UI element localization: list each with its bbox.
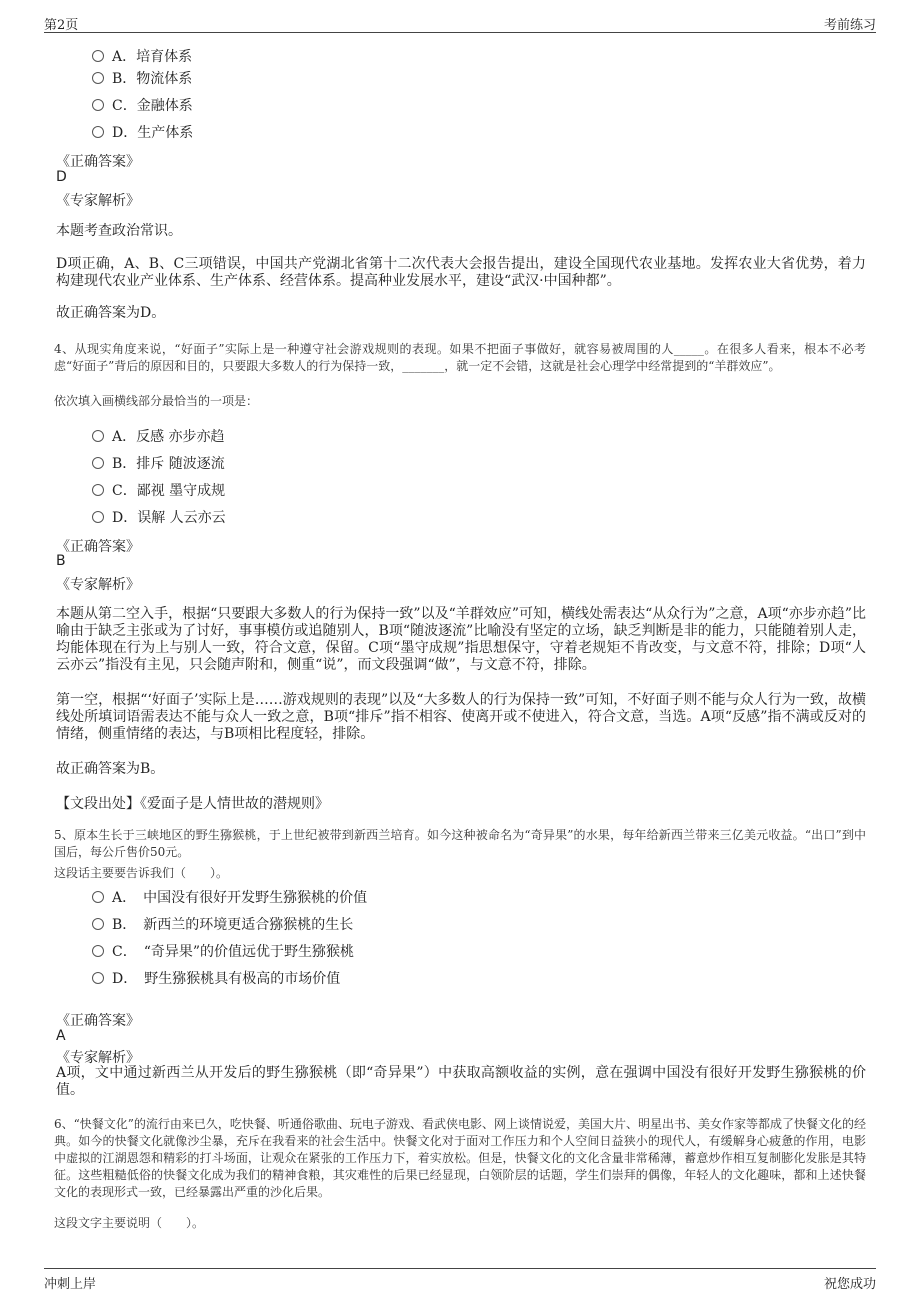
q3-answer-label: 《正确答案》 <box>56 154 140 170</box>
option-label: A．反感 亦步亦趋 <box>112 429 225 445</box>
radio-icon[interactable] <box>92 72 104 84</box>
q4-answer-label: 《正确答案》 <box>56 539 140 555</box>
page-footer <box>44 1268 876 1293</box>
page-number: 第2页 <box>44 18 79 33</box>
q5-stem: 5、原本生长于三峡地区的野生猕猴桃，于上世纪被带到新西兰培育。如今这种被命名为“奇异果”的水果，每年给新西兰带来三亿美元收益。“出口”到中国后，每公斤售价50元。 <box>54 828 866 859</box>
page-header <box>44 12 876 33</box>
q4-analysis-label: 《专家解析》 <box>56 577 140 593</box>
radio-icon[interactable] <box>92 126 104 138</box>
footer-left-text: 冲刺上岸 <box>44 1277 97 1292</box>
q4-analysis-p3: 故正确答案为B。 <box>56 761 165 777</box>
header-title: 考前练习 <box>823 18 876 33</box>
q3-analysis-label: 《专家解析》 <box>56 193 140 209</box>
option-label: D．生产体系 <box>112 125 194 141</box>
q3-analysis-p1: 本题考查政治常识。 <box>56 223 182 239</box>
option-label: B．物流体系 <box>112 71 193 87</box>
q6-stem: 6、“快餐文化”的流行由来已久，吃快餐、听通俗歌曲、玩电子游戏、看武侠电影、网上谈情说爱，美国大片、明星出书、美女作家等都成了快餐文化的经典。如今的快餐文化就像沙尘暴，充斥在我看来的社会生活中。快餐文化对于面对工作压力和个人空间日益狭小的现代人，有缓解身心疲惫的作用，电影中虚拟的江湖恩怨和精彩的打斗场面，让观众在紧张的工作压力下，着实放松。但是，快餐文化的文化含量非常稀薄，蓄意炒作相互复制膨化发胀是其特征。这些粗糙低俗的快餐文化成为我们的精神食粮，其灾难性的后果已经显现，白领阶层的话题，学生们崇拜的偶像，年轻人的文化趣味，都和上述快餐文化的表现形式一致，已经暴露出严重的沙化后果。 <box>54 1117 866 1199</box>
radio-icon[interactable] <box>92 50 104 62</box>
q5-analysis-p1: A项，文中通过新西兰从开发后的野生猕猴桃（即“奇异果”）中获取高额收益的实例，意在强调中国没有很好开发野生猕猴桃的价值。 <box>56 1065 866 1098</box>
q6-prompt: 这段文字主要说明（ ）。 <box>54 1216 205 1230</box>
radio-icon[interactable] <box>92 430 104 442</box>
q5-prompt: 这段话主要要告诉我们（ ）。 <box>54 866 229 880</box>
q4-analysis-p1: 本题从第二空入手，根据“只要跟大多数人的行为保持一致”以及“羊群效应”可知，横线处需表达“从众行为”之意，A项“亦步亦趋”比喻由于缺乏主张或为了讨好，事事模仿或追随别人，B项“随波逐流”比喻没有坚定的立场，缺乏判断是非的能力，只能随着别人走，均能体现在行为上与别人一致，符合文意，保留。C项“墨守成规”指思想保守，守着老规矩不肯改变，与文意不符，排除；D项“人云亦云”指没有主见，只会随声附和，侧重“说”，而文段强调“做”，与文意不符，排除。 <box>56 606 866 673</box>
radio-icon[interactable] <box>92 945 104 957</box>
option-label: D．误解 人云亦云 <box>112 510 226 526</box>
q4-source: 【文段出处】《爱面子是人情世故的潜规则》 <box>56 796 329 812</box>
option-label: D． 野生猕猴桃具有极高的市场价值 <box>112 971 341 987</box>
footer-right-text: 祝您成功 <box>823 1277 876 1292</box>
option-label: C． “奇异果”的价值远优于野生猕猴桃 <box>112 944 355 960</box>
q4-answer: B <box>56 553 66 569</box>
radio-icon[interactable] <box>92 891 104 903</box>
q3-analysis-p2: D项正确，A、B、C三项错误，中国共产党湖北省第十二次代表大会报告提出，建设全国现代农业基地。发挥农业大省优势，着力构建现代农业产业体系、生产体系、经营体系。提高种业发展水平，建设“武汉·中国种都”。 <box>56 256 866 289</box>
radio-icon[interactable] <box>92 457 104 469</box>
radio-icon[interactable] <box>92 511 104 523</box>
radio-icon[interactable] <box>92 484 104 496</box>
option-label: A． 中国没有很好开发野生猕猴桃的价值 <box>112 890 368 906</box>
option-label: A．培育体系 <box>112 49 193 65</box>
radio-icon[interactable] <box>92 99 104 111</box>
q4-analysis-p2: 第一空，根据“‘好面子’实际上是……游戏规则的表现”以及“大多数人的行为保持一致”可知，不好面子则不能与众人行为一致，故横线处所填词语需表达不能与众人一致之意，B项“排斥”指不相容、使离开或不使进入，符合文意，当选。A项“反感”指不满或反对的情绪，侧重情绪的表达，与B项相比程度轻，排除。 <box>56 692 866 742</box>
option-label: B．排斥 随波逐流 <box>112 456 225 472</box>
q4-stem: 4、从现实角度来说，“好面子”实际上是一种遵守社会游戏规则的表现。如果不把面子事做好，就容易被周围的人_____。在很多人看来，根本不必考虑“好面子”背后的原因和目的，只要跟大多数人的行为保持一致，_______，就一定不会错，这就是社会心理学中经常提到的“羊群效应”。 <box>54 342 866 373</box>
radio-icon[interactable] <box>92 918 104 930</box>
q5-answer-label: 《正确答案》 <box>56 1013 140 1029</box>
q3-analysis-p3: 故正确答案为D。 <box>56 305 166 321</box>
q3-answer: D <box>56 169 67 185</box>
q5-analysis-label: 《专家解析》 <box>56 1050 140 1066</box>
option-label: C．鄙视 墨守成规 <box>112 483 226 499</box>
option-label: C．金融体系 <box>112 98 193 114</box>
option-label: B． 新西兰的环境更适合猕猴桃的生长 <box>112 917 354 933</box>
q4-prompt: 依次填入画横线部分最恰当的一项是： <box>54 394 259 408</box>
q5-answer: A <box>56 1028 66 1044</box>
radio-icon[interactable] <box>92 972 104 984</box>
